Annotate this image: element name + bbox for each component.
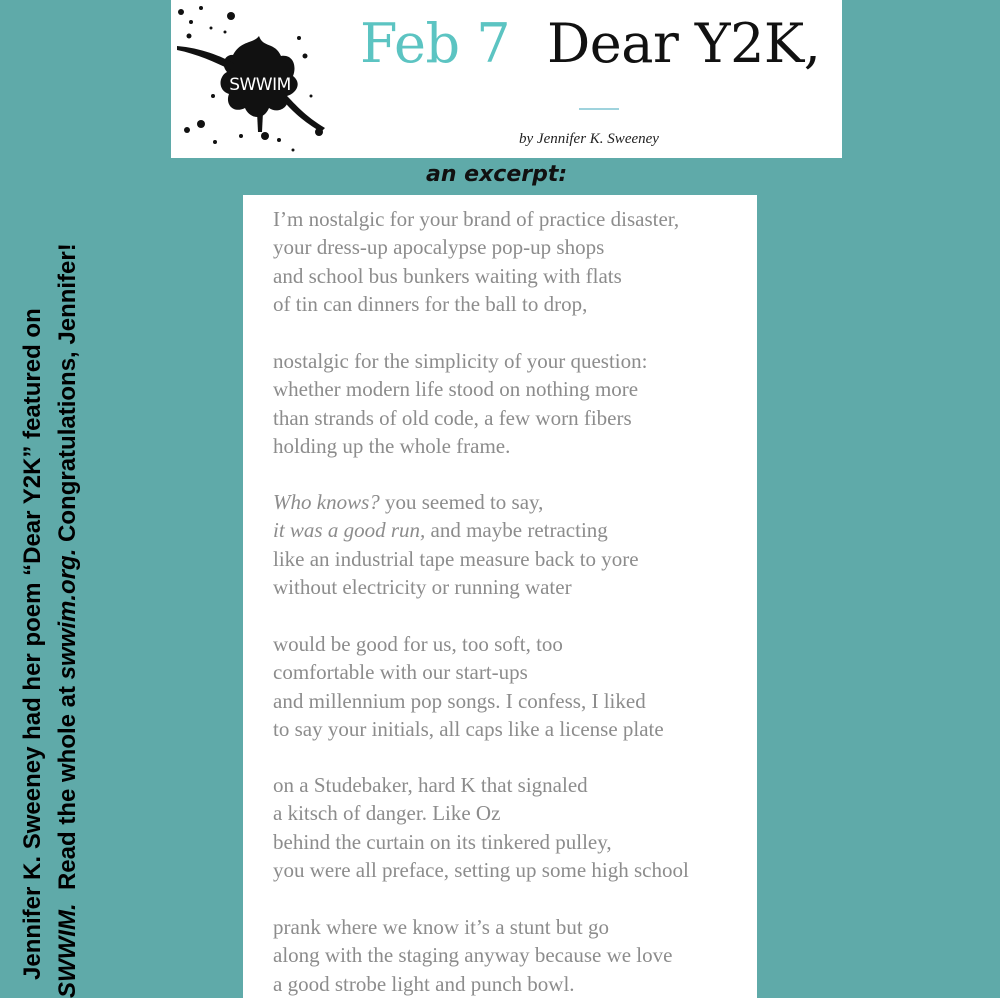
stanza-6 bbox=[273, 913, 672, 998]
caption-line-1: Jennifer K. Sweeney had her poem “Dear Y2K” featured on bbox=[19, 308, 46, 980]
byline: by Jennifer K. Sweeney bbox=[519, 131, 659, 147]
logo-text: SWWIM bbox=[229, 75, 291, 95]
poem-line bbox=[273, 516, 639, 544]
poem-line: without electricity or running water bbox=[273, 574, 572, 599]
poem-line: your dress-up apocalypse pop-up shops bbox=[273, 235, 605, 260]
poem-line: holding up the whole frame. bbox=[273, 433, 511, 458]
poem-line: I’m nostalgic for your brand of practice disaster, bbox=[273, 207, 680, 231]
caption-congrats: Congratulations, Jennifer! bbox=[54, 243, 81, 549]
caption-link: swwim.org. bbox=[54, 548, 81, 680]
line-rest: you seemed to say, bbox=[379, 490, 544, 514]
post-date: Feb 7 bbox=[360, 12, 511, 75]
poem-line: whether modern life stood on nothing more bbox=[273, 377, 639, 402]
poem-line: behind the curtain on its tinkered pulley, bbox=[273, 829, 612, 854]
poem-line: than strands of old code, a few worn fibers bbox=[273, 405, 632, 430]
poem-line bbox=[273, 488, 639, 516]
poem-line: you were all preface, setting up some high school bbox=[273, 857, 689, 882]
swwim-logo bbox=[171, 0, 341, 158]
stanza-5 bbox=[273, 771, 689, 884]
poem-title: Dear Y2K, bbox=[547, 12, 821, 75]
poem-line: to say your initials, all caps like a license plate bbox=[273, 716, 664, 741]
header-banner bbox=[171, 0, 842, 158]
poem-panel bbox=[243, 195, 757, 998]
poem-line: nostalgic for the simplicity of your question: bbox=[273, 349, 648, 373]
poem-line: on a Studebaker, hard K that signaled bbox=[273, 773, 588, 797]
poem-line: like an industrial tape measure back to yore bbox=[273, 546, 639, 571]
poem-line: a good strobe light and punch bowl. bbox=[273, 971, 575, 996]
caption-line-2 bbox=[50, 58, 85, 998]
italic-phrase: it was a good run, bbox=[273, 518, 426, 543]
poem-line: prank where we know it’s a stunt but go bbox=[273, 915, 609, 939]
title-divider bbox=[579, 108, 619, 110]
poem-line: and school bus bunkers waiting with flats bbox=[273, 263, 622, 288]
stanza-3 bbox=[273, 488, 639, 601]
stanza-2 bbox=[273, 347, 647, 460]
italic-phrase: Who knows? bbox=[273, 490, 380, 514]
sidebar-caption bbox=[15, 58, 85, 998]
ink-splash-icon bbox=[171, 0, 341, 158]
poem-line: a kitsch of danger. Like Oz bbox=[273, 801, 501, 826]
poem-line: along with the staging anyway because we love bbox=[273, 943, 673, 968]
poem-line: of tin can dinners for the ball to drop, bbox=[273, 291, 588, 316]
excerpt-label: an excerpt: bbox=[426, 162, 568, 187]
stanza-1 bbox=[273, 205, 679, 318]
poem-line: comfortable with our start-ups bbox=[273, 660, 528, 685]
stanza-4 bbox=[273, 630, 664, 743]
caption-journal: SWWIM. bbox=[54, 903, 81, 998]
caption-text: Read the whole at bbox=[54, 679, 81, 904]
poem-line: would be good for us, too soft, too bbox=[273, 632, 563, 656]
poem-line: and millennium pop songs. I confess, I liked bbox=[273, 688, 646, 713]
line-rest: and maybe retracting bbox=[425, 518, 608, 543]
